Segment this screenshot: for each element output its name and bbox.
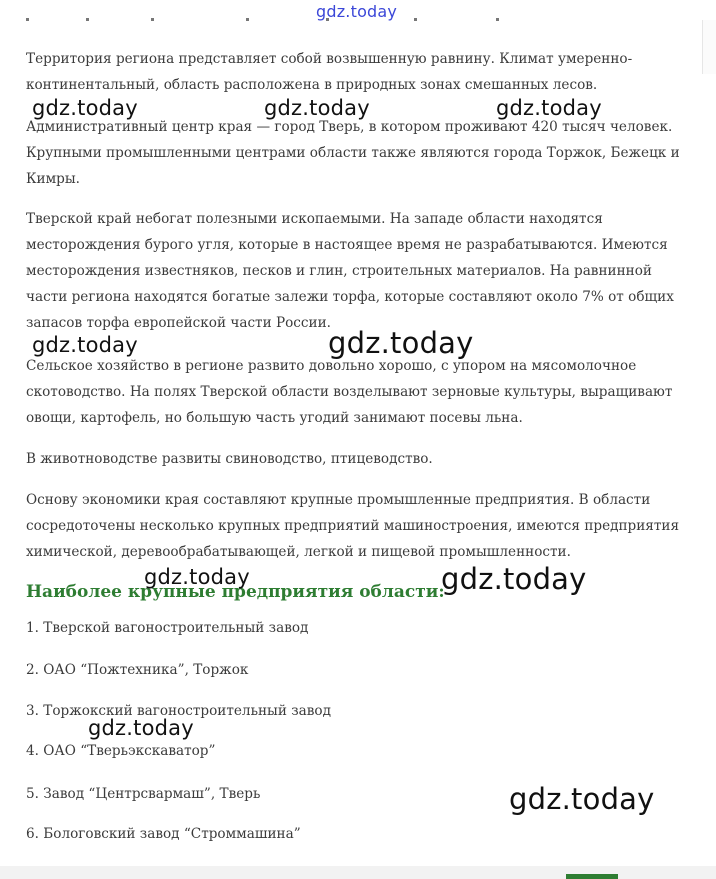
list-item: 4. ОАО “Тверьэкскаватор” xyxy=(26,743,216,759)
list-item: 1. Тверской вагоностроительный завод xyxy=(26,620,309,636)
list-item: 2. ОАО “Пожтехника”, Торжок xyxy=(26,662,249,678)
paragraph-admin-center: Административный центр края — город Тверь, в котором проживают 420 тысяч человек. Крупными промышленными центрами области также являются города Торжок, Бежецк и Кимры. xyxy=(26,119,680,187)
paragraph-livestock: В животноводстве развиты свиноводство, птицеводство. xyxy=(26,451,433,467)
list-item: 5. Завод “Центрсвармаш”, Тверь xyxy=(26,786,261,802)
watermark: gdz.today xyxy=(88,716,194,740)
list-item: 3. Торжокский вагоностроительный завод xyxy=(26,703,331,719)
watermark: gdz.today xyxy=(264,96,370,120)
watermark: gdz.today xyxy=(144,565,250,589)
cropped-text-line xyxy=(26,14,506,22)
bottom-accent-button[interactable] xyxy=(566,874,618,879)
watermark: gdz.today xyxy=(32,96,138,120)
paragraph-agriculture: Сельское хозяйство в регионе развито довольно хорошо, с упором на мясомолочное скотоводство. На полях Тверской области возделывают зерновые культуры, выращивают овощи, картофель, но большую часть угодий занимают посевы льна. xyxy=(26,358,673,426)
watermark: gdz.today xyxy=(32,333,138,357)
paragraph-territory: Территория региона представляет собой возвышенную равнину. Климат умеренно-континентальный, область расположена в природных зонах смешанных лесов. xyxy=(26,51,633,93)
watermark: gdz.today xyxy=(496,96,602,120)
section-heading: Наиболее крупные предприятия области: xyxy=(26,582,445,602)
watermark: gdz.today xyxy=(509,782,655,816)
watermark: gdz.today xyxy=(328,326,474,360)
paragraph-minerals: Тверской край небогат полезными ископаемыми. На западе области находятся месторождения бурого угля, которые в настоящее время не разрабатываются. Имеются месторождения известняков, песков и глин, строительных материалов. На равнинной части региона находятся богатые залежи торфа, которые составляют около 7% от общих запасов торфа европейской части России. xyxy=(26,211,674,331)
watermark: gdz.today xyxy=(441,562,587,596)
list-item: 6. Бологовский завод “Строммашина” xyxy=(26,826,301,842)
watermark: gdz.today xyxy=(316,2,398,21)
side-panel-edge xyxy=(702,20,716,74)
paragraph-economy: Основу экономики края составляют крупные промышленные предприятия. В области сосредоточены несколько крупных предприятий машиностроения, имеются предприятия химической, деревообрабатывающей, легкой и пищевой промышленности. xyxy=(26,492,680,560)
